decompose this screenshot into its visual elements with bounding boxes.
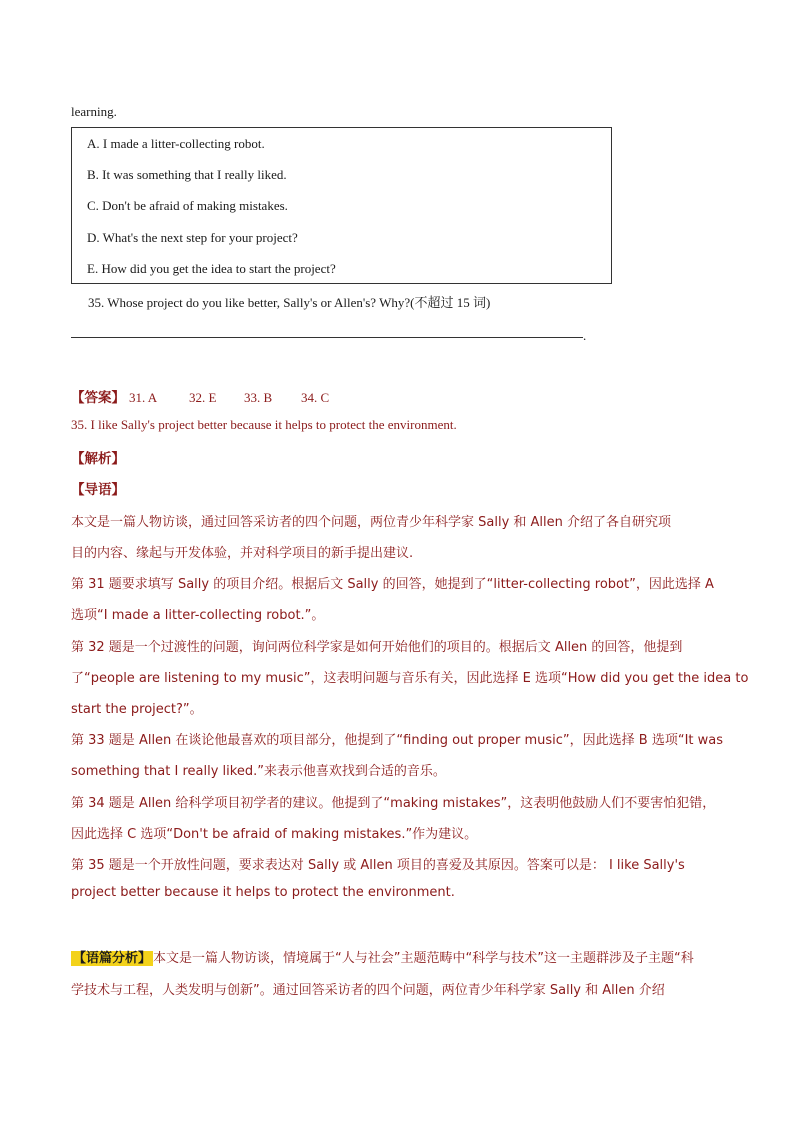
analysis-label: 【解析】 (71, 451, 125, 467)
text-line: something that I really liked.”来表示他喜欢找到合适的音乐。 (71, 764, 446, 779)
answer-32: 32. E (189, 390, 217, 405)
option-a: A. I made a litter-collecting robot. (87, 136, 265, 151)
text-line: 第 33 题是 Allen 在谈论他最喜欢的项目部分，他提到了“finding out proper music”，因此选择 B 选项“It was (71, 733, 724, 748)
answer-row (71, 386, 329, 407)
top-fragment: learning. (71, 104, 117, 119)
text-line: project better because it helps to protect the environment. (71, 885, 455, 900)
passage-analysis-badge: 【语篇分析】 (73, 951, 152, 966)
text-line: 第 31 题要求填写 Sally 的项目介绍。根据后文 Sally 的回答，她提到了“litter-collecting robot”，因此选择 A (71, 577, 714, 592)
answer-line-end: . (583, 328, 587, 343)
text-line: start the project?”。 (71, 702, 203, 717)
answer-line (71, 337, 583, 338)
text-line: 目的内容、缘起与开发体验，并对科学项目的新手提出建议. (71, 546, 414, 561)
text-line: 第 34 题是 Allen 给科学项目初学者的建议。他提到了“making mistakes”，这表明他鼓励人们不要害怕犯错， (71, 796, 716, 811)
option-d: D. What's the next step for your project? (87, 230, 298, 245)
answer-31: 31. A (129, 390, 158, 405)
option-e: E. How did you get the idea to start the project? (87, 261, 336, 276)
text-line: 第 32 题是一个过渡性的问题，询问两位科学家是如何开始他们的项目的。根据后文 Allen 的回答，他提到 (71, 640, 683, 655)
text-line: 选项“I made a litter-collecting robot.”。 (71, 608, 325, 623)
text-line: 了“people are listening to my music”，这表明问题与音乐有关，因此选择 E 选项“How did you get the idea to (71, 671, 749, 686)
passage-analysis-line-2: 学技术与工程，人类发明与创新”。通过回答采访者的四个问题，两位青少年科学家 Sally 和 Allen 介绍 (71, 983, 665, 998)
passage-analysis-line-1 (71, 947, 694, 967)
passage-analysis-text: 本文是一篇人物访谈，情境属于“人与社会”主题范畴中“科学与技术”这一主题群涉及子主题“科 (153, 951, 694, 966)
text-line: 本文是一篇人物访谈，通过回答采访者的四个问题，两位青少年科学家 Sally 和 Allen 介绍了各自研究项 (71, 515, 672, 530)
answer-33: 33. B (244, 390, 273, 405)
answer-34: 34. C (301, 390, 330, 405)
guide-label: 【导语】 (71, 482, 125, 498)
question-35: 35. Whose project do you like better, Sally's or Allen's? Why?(不超过 15 词) (88, 295, 491, 310)
option-c: C. Don't be afraid of making mistakes. (87, 198, 288, 213)
option-b: B. It was something that I really liked. (87, 167, 287, 182)
text-line: 第 35 题是一个开放性问题，要求表达对 Sally 或 Allen 项目的喜爱及其原因。答案可以是： I like Sally's (71, 858, 685, 873)
text-line: 因此选择 C 选项“Don't be afraid of making mistakes.”作为建议。 (71, 827, 478, 842)
answer-label: 【答案】 (71, 390, 125, 406)
answer-35: 35. I like Sally's project better because it helps to protect the environment. (71, 417, 457, 432)
options-box (71, 127, 612, 284)
